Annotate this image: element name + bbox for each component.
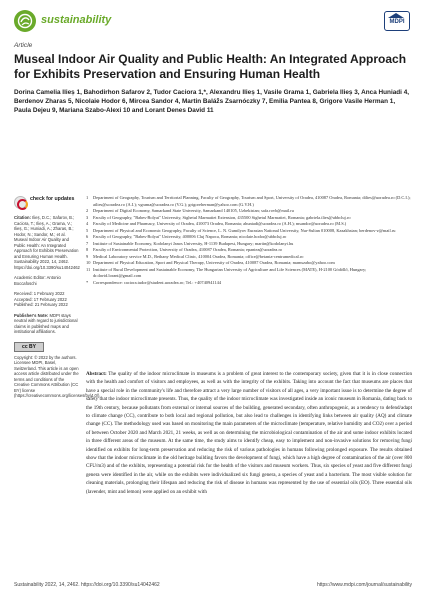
citation-block: [14, 215, 80, 270]
affiliations-list: [86, 195, 412, 286]
affiliation-text: Institute of Sustainable Economy, Kodolanyi Janos University, H-1139 Budapest, Hungary; martin@kodolanyi.hu: [93, 240, 294, 246]
affiliation-text: Institute of Rural Development and Sustainable Economy, The Hungarian University of Agriculture and Life Sciences (MATE), H-2100 Gödöllő, Hungary; dr.david.lorant@gmail.com: [93, 266, 367, 278]
article-type: Article: [14, 42, 33, 49]
published-date: Published: 21 February 2022: [14, 302, 68, 307]
dates-block: [14, 291, 80, 308]
journal-logo-icon: [14, 10, 36, 32]
affiliation-text: Department of Physical and Economic Geography, Faculty of Science, L. N. Gumilyov Eurasian National University, Nur-Sultan 010008, Kazakhstan; berdenov-z@mail.ru: [93, 227, 396, 233]
affiliation-number: 5: [86, 227, 89, 233]
affiliation-number: 7: [86, 240, 89, 246]
citation-text: Ilieș, D.C.; Safarov, B.; Caciora, T.; Ilieș, A.; Grama, V.; Ilieș, G.; Huniadi, A.; Zharas, B.; Hodor, N.; Sandor, M.; et al. Museal Indoor Air Quality and Public Health: An Integrated Approach for Exhibits Preservation and Ensuring Human Health.: [14, 215, 79, 259]
affiliation-number: *: [86, 279, 89, 285]
publisher-logo-text: MDPI: [389, 19, 405, 25]
citation-journal[interactable]: Sustainability 2022, 14, 2462. https://doi.org/10.3390/su14042462: [14, 259, 80, 270]
cc-license-badge[interactable]: cc BY: [14, 342, 44, 352]
publisher-note: [14, 313, 80, 335]
affiliation-number: 3: [86, 214, 89, 220]
affiliation-number: 8: [86, 247, 89, 252]
check-updates-icon: [14, 196, 27, 209]
footer-citation[interactable]: Sustainability 2022, 14, 2462. https://doi.org/10.3390/su14042462: [14, 582, 160, 588]
affiliation-text: Department of Geography, Tourism and Territorial Planning, Faculty of Geography, Tourism and Sport, University of Oradea, 410087 Oradea, Romania; dilies@uoradea.ro (D.C.I.); ailies@uoradea.ro (A.I.); vgrama@uoradea.ro (V.G.); grigoreherman@yahoo.com (G.V.H.): [93, 195, 411, 207]
affiliation-text: Faculty of Environmental Protection, University of Oradea, 410087 Oradea, Romania; epantea@uoradea.ro: [93, 247, 283, 252]
affiliation-number: 11: [86, 266, 91, 272]
publisher-logo-icon[interactable]: [384, 11, 410, 31]
copyright-text: Copyright: © 2022 by the authors. Licensee MDPI, Basel, Switzerland. This article is an open access article distributed under the terms and conditions of the Creative Commons Attribution (CC BY) license (https://creativecommons.org/licenses/by/4.0/).: [14, 354, 101, 398]
paper-title: Museal Indoor Air Quality and Public Health: An Integrated Approach for Exhibits Preservation and Ensuring Human Health: [14, 52, 407, 81]
check-updates-label: check for updates: [30, 196, 75, 202]
author-list: Dorina Camelia Ilieș 1, Bahodirhon Safarov 2, Tudor Caciora 1,*, Alexandru Ilieș 1, Vasile Grama 1, Gabriela Ilieș 3, Anca Huniadi 4, Berdenov Zharas 5, Nicolaie Hodor 6, Mircea Sandor 4, Martin Baláz̆s Zsarnóczky 7, Emilia Pantea 8, Grigore Vasile Herman 1, Paula Dejeu 9, Mariana Szabo-Alexi 10 and Lorant Denes David 11: [14, 89, 410, 115]
affiliation-number: 2: [86, 208, 89, 213]
affiliation-number: 6: [86, 234, 89, 239]
abstract-label: Abstract:: [86, 371, 107, 377]
affiliation-item: [86, 267, 412, 280]
academic-editor: Academic Editor: Antonio Boccafoschi: [14, 275, 61, 286]
footer-site-link[interactable]: https://www.mdpi.com/journal/sustainability: [316, 582, 412, 588]
affiliation-item: [86, 195, 412, 208]
accepted-date: Accepted: 17 February 2022: [14, 296, 67, 302]
affiliation-text: Department of Digital Economy, Samarkand State University, Samarkand 140105, Uzbekistan; safa.rovb@mail.ru: [93, 208, 294, 213]
affiliation-number: 1: [86, 195, 89, 200]
journal-header: [14, 10, 410, 34]
affiliation-text: Faculty of Geography, "Babes-Bolyai" University, Sighetul Marmatiei Extension, 435500 Sighetul Marmatiei, Romania; gabriela.ilies@ubbcluj.ro: [93, 214, 351, 220]
journal-name[interactable]: sustainability: [41, 14, 112, 26]
affiliation-text: Department of Physical Education, Sport and Physical Therapy, University of Oradea, 410087 Oradea, Romania; mamszabo@yahoo.com: [93, 260, 335, 265]
affiliation-item: [86, 280, 412, 287]
abstract: [86, 370, 412, 496]
abstract-text: The quality of the indoor microclimate in museums is a problem of great interest to the contemporary society, given that it is in close connection with the health and comfort of visitors and employees, as well as with the integrity of the exhibits. Taking into account the fact that museums are places that have a special role in the community's life and therefore attract a very large number of visitors of all ages, a very important issue is to determine the degree of safety that the indoor microclimate presents. Thus, the quality of the indoor microclimate was investigated inside an iconic museum in Romania, dating back to the 19th century, because pollutants from external or internal sources of the building, generated secondary, often anthropogenic, as a tendency to defend/adapt to climate change (CC), contribute to both local and regional pollution, but also lead to challenges in identifying links between air quality (AQ) and climate change (CC). The methodology used was based on monitoring the main parameters of the microclimate (temperature, relative humidity and CO2) over a period of between October 2020 and March 2021, 21 weeks, as well as on determining the microbiological contamination of the air and some indoor exhibits located in three different areas of the museum. At the same time, the study aims to identify cheap, easy to implement and non-invasive solutions for removing fungi identified on exhibits for long-term preservation and reducing the risk of various pathologies in humans following prolonged exposure. The results obtained show that the indoor microclimate in the old heritage building favors the development of fungi, which have a high degree of contamination of the air (over 800 CFU/m3) and of the exhibits, representing a potential risk for the health of the visitors and museum workers. Thus, six species of yeast and five different fungi genera were identified in the air, while on the exhibits were individualized six fungi genera, a species of yeast and a bacterium. The most visible solution for cleaning materials, prolonging their lifespan and reducing the risk of disease in humans was represented by the use of essential oils (EO). Three essential oils (lavender, mint and lemon) were applied on an exhibit with: [86, 371, 412, 495]
affiliation-number: 4: [86, 221, 89, 226]
citation-label: Citation:: [14, 215, 31, 220]
affiliation-text: Correspondence: caciora.tudor@student.uoradea.ro; Tel.: +40740941144: [93, 279, 222, 285]
affiliation-number: 10: [86, 260, 91, 265]
affiliation-text: Medical Laboratory service M.D., Bethany Medical Clinic, 410004 Oradea, Romania; office@betania-centrumedical.ro: [93, 253, 304, 259]
check-updates-badge[interactable]: [14, 195, 80, 211]
publisher-note-text: MDPI stays neutral with regard to jurisdictional claims in published maps and institutional affiliations.: [14, 312, 78, 334]
affiliation-text: Faculty of Geography, "Babes-Bolyai" University, 400006 Cluj Napoca, Romania; nicolaie.hodor@ubbcluj.ro: [93, 234, 287, 239]
affiliation-number: 9: [86, 253, 89, 259]
affiliation-text: Faculty of Medicine and Pharmacy, University of Oradea, 410073 Oradea, Romania; ahuniadi@uoradea.ro (A.H.); msandor@uoradea.ro (M.S.): [93, 221, 347, 226]
received-date: Received: 1 February 2022: [14, 291, 65, 296]
publisher-note-label: Publisher's Note:: [14, 312, 49, 318]
